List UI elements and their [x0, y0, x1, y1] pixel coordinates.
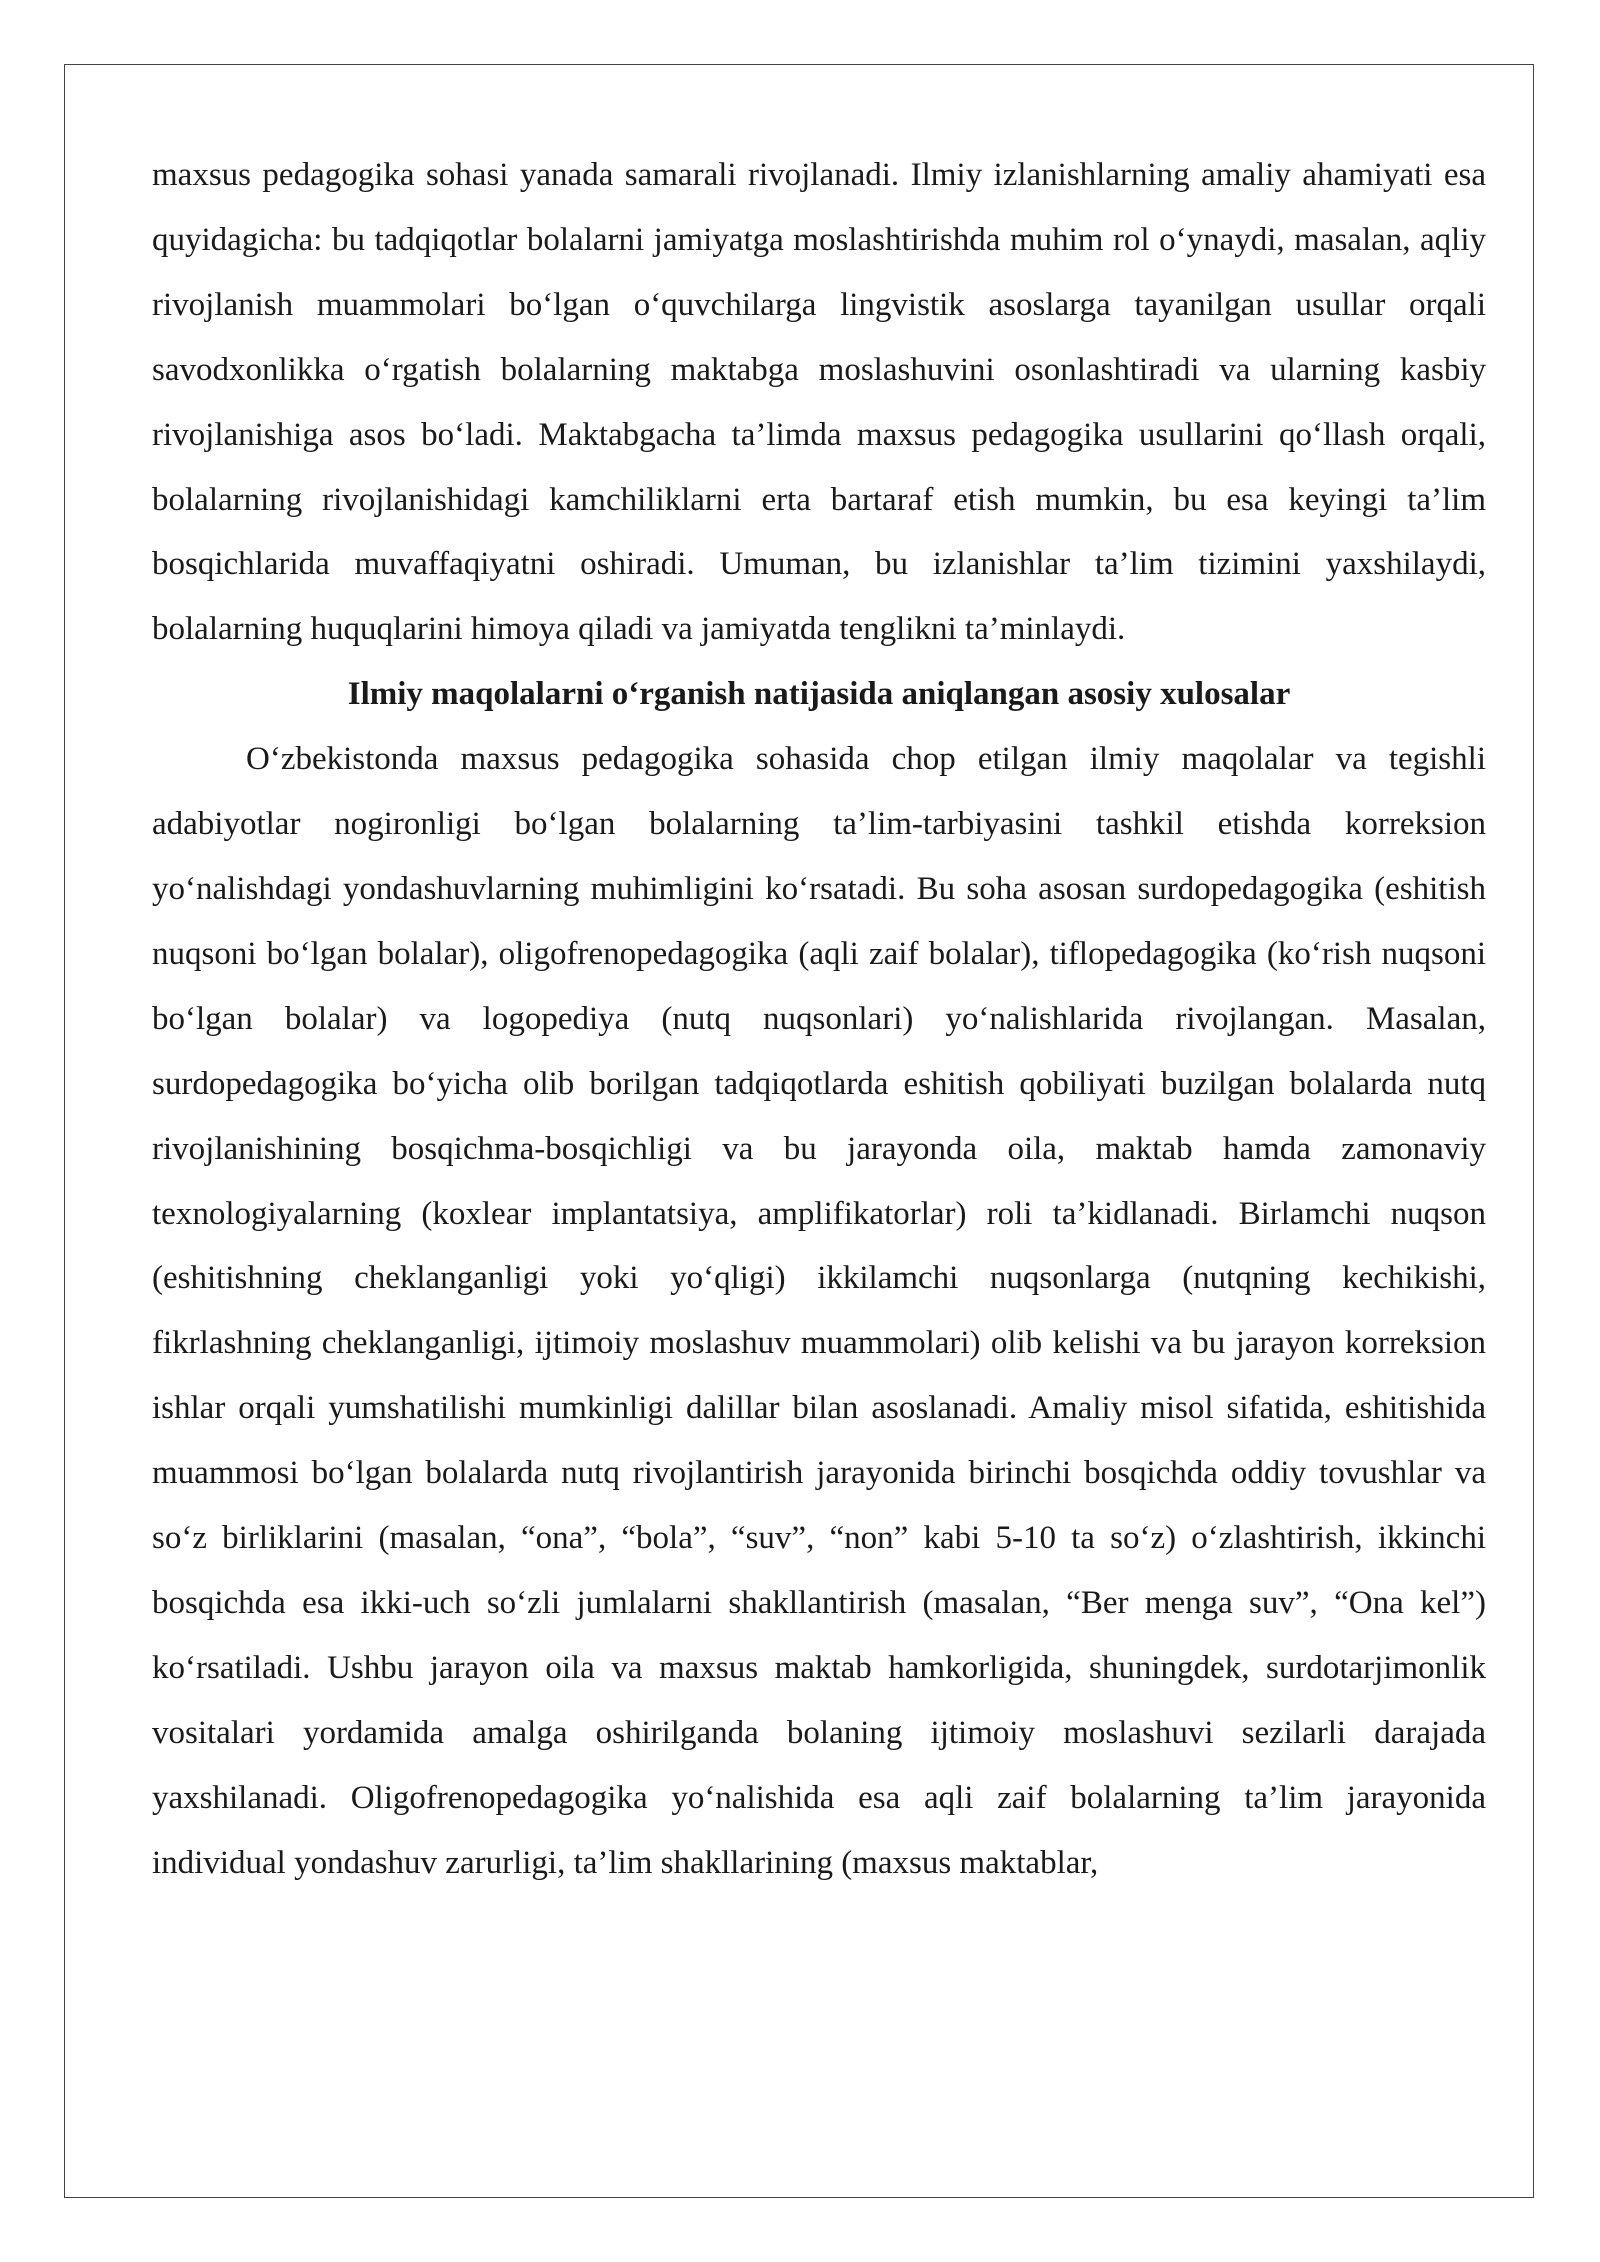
body-paragraph: O‘zbekistonda maxsus pedagogika sohasida chop etilgan ilmiy maqolalar va tegishli adabiyotlar nogironligi bo‘lgan bolalarning ta’lim-tarbiyasini tashkil etishda korreksion yo‘nalishdagi yondashuvlarning muhimligini ko‘rsatadi. Bu soha asosan surdopedagogika (eshitish nuqsoni bo‘lgan bolalar), oligofrenopedagogika (aqli zaif bolalar), tiflopedagogika (ko‘rish nuqsoni bo‘lgan bolalar) va logopediya (nutq nuqsonlari) yo‘nalishlarida rivojlangan. Masalan, surdopedagogika bo‘yicha olib borilgan tadqiqotlarda eshitish qobiliyati buzilgan bolalarda nutq rivojlanishining bosqichma-bosqichligi va bu jarayonda oila, maktab hamda zamonaviy texnologiyalarning (koxlear implantatsiya, amplifikatorlar) roli ta’kidlanadi. Birlamchi nuqson (eshitishning cheklanganligi yoki yo‘qligi) ikkilamchi nuqsonlarga (nutqning kechikishi, fikrlashning cheklanganligi, ijtimoiy moslashuv muammolari) olib kelishi va bu jarayon korreksion ishlar orqali yumshatilishi mumkinligi dalillar bilan asoslanadi. Amaliy misol sifatida, eshitishida muammosi bo‘lgan bolalarda nutq rivojlantirish jarayonida birinchi bosqichda oddiy tovushlar va so‘z birliklarini (masalan, “ona”, “bola”, “suv”, “non” kabi 5-10 ta so‘z) o‘zlashtirish, ikkinchi bosqichda esa ikki-uch so‘zli jumlalarni shakllantirish (masalan, “Ber menga suv”, “Ona kel”) ko‘rsatiladi. Ushbu jarayon oila va maxsus maktab hamkorligida, shuningdek, surdotarjimonlik vositalari yordamida amalga oshirilganda bolaning ijtimoiy moslashuvi sezilarli darajada yaxshilanadi. Oligofrenopedagogika yo‘nalishida esa aqli zaif bolalarning ta’lim jarayonida individual yondashuv zarurligi, ta’lim shakllarining (maxsus maktablar, — [152, 741, 1486, 1881]
body-paragraph: maxsus pedagogika sohasi yanada samarali rivojlanadi. Ilmiy izlanishlarning amaliy ahamiyati esa quyidagicha: bu tadqiqotlar bolalarni jamiyatga moslashtirishda muhim rol o‘ynaydi, masalan, aqliy rivojlanish muammolari bo‘lgan o‘quvchilarga lingvistik asoslarga tayanilgan usullar orqali savodxonlikka o‘rgatish bolalarning maktabga moslashuvini osonlashtiradi va ularning kasbiy rivojlanishiga asos bo‘ladi. Maktabgacha ta’limda maxsus pedagogika usullarini qo‘llash orqali, bolalarning rivojlanishidagi kamchiliklarni erta bartaraf etish mumkin, bu esa keyingi ta’lim bosqichlarida muvaffaqiyatni oshiradi. Umuman, bu izlanishlar ta’lim tizimini yaxshilaydi, bolalarning huquqlarini himoya qiladi va jamiyatda tenglikni ta’minlaydi. — [152, 157, 1486, 648]
section-heading: Ilmiy maqolalarni o‘rganish natijasida aniqlangan asosiy xulosalar — [347, 676, 1291, 713]
document-body — [152, 143, 1486, 1895]
